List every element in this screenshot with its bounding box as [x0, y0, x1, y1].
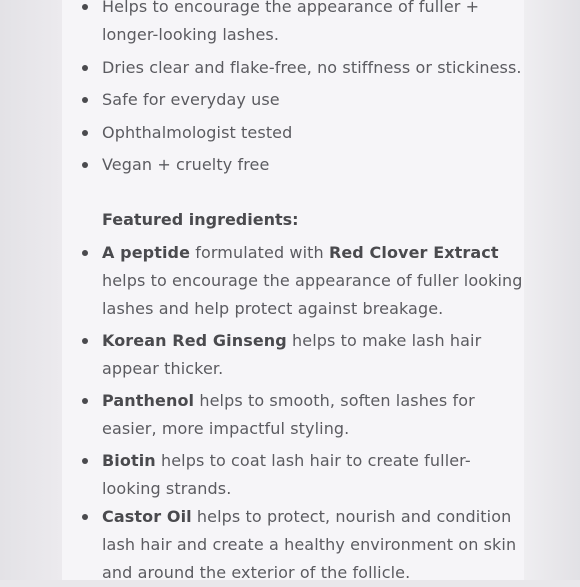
ingredient-name: Korean Red Ginseng: [102, 331, 287, 350]
bullet-icon: [82, 97, 88, 103]
ingredient-text: [102, 387, 526, 443]
ingredient-text: [102, 447, 526, 503]
benefit-text: Safe for everyday use: [102, 90, 280, 109]
ingredient-description: helps to smooth, soften lashes for easier, more impactful styling.: [102, 391, 475, 438]
bullet-icon: [82, 65, 88, 71]
page-left-margin: [0, 0, 62, 580]
ingredient-text: [102, 327, 526, 383]
product-description: [62, 0, 524, 580]
bullet-icon: [82, 130, 88, 136]
benefit-text: Ophthalmologist tested: [102, 123, 293, 142]
bullet-icon: [82, 458, 88, 464]
ingredient-name: A peptide: [102, 243, 191, 262]
ingredient-description: helps to coat lash hair to create fuller-looking strands.: [102, 451, 471, 498]
featured-ingredients-heading: Featured ingredients:: [102, 210, 299, 229]
ingredient-name: Panthenol: [102, 391, 195, 410]
ingredient-description: helps to protect, nourish and condition lash hair and create a healthy environment on skin and around the exterior of the follicle.: [102, 507, 517, 582]
ingredient-connector: formulated with: [190, 243, 329, 262]
ingredient-text: [102, 239, 526, 323]
bullet-icon: [82, 338, 88, 344]
benefit-text: Dries clear and flake-free, no stiffness or stickiness.: [102, 58, 522, 77]
page-right-margin: [524, 0, 580, 580]
bullet-icon: [82, 514, 88, 520]
bullet-icon: [82, 398, 88, 404]
bullet-icon: [82, 162, 88, 168]
benefit-text: Vegan + cruelty free: [102, 155, 270, 174]
ingredient-name: Biotin: [102, 451, 156, 470]
bullet-icon: [82, 4, 88, 10]
ingredient-name-secondary: Red Clover Extract: [328, 243, 499, 262]
ingredient-name: Castor Oil: [102, 507, 192, 526]
ingredient-text: [102, 503, 526, 587]
benefit-text: Helps to encourage the appearance of fuller + longer-looking lashes.: [102, 0, 480, 44]
ingredient-description: helps to encourage the appearance of fuller looking lashes and help protect against breakage.: [102, 271, 523, 318]
bullet-icon: [82, 250, 88, 256]
ingredient-description: helps to make lash hair appear thicker.: [102, 331, 482, 378]
